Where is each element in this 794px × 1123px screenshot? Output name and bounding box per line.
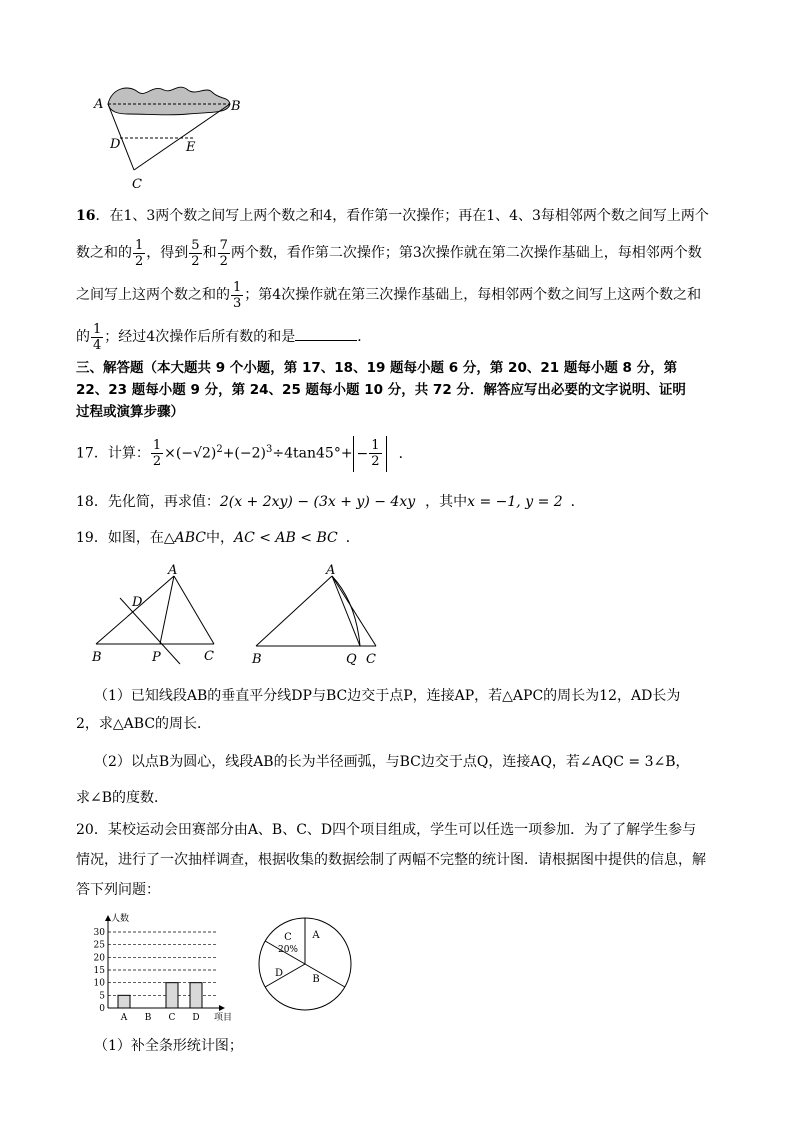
f2-label-a: A: [326, 563, 336, 578]
fraction-5-2: $\frac{5}{2}$: [191, 237, 200, 269]
fraction-7-2: $\frac{7}{2}$: [219, 237, 228, 269]
q17-fraction-1-2: $\frac{1}{2}$: [152, 438, 162, 470]
q19-part1-line2: 2，求△ABC的周长．: [76, 716, 212, 732]
y-tick-label: 0: [99, 1004, 105, 1014]
f1-label-a: A: [168, 563, 178, 578]
q16-line3: 之间写上这两个数之和的 $\frac{1}{3}$ ；第4次操作就在第三次操作基础上，每相邻两个数之间写上这两个数之和: [76, 279, 702, 311]
q20-line1: 20．某校运动会田赛部分由A、B、C、D四个项目组成，学生可以任选一项参加．为了了解学生参与: [76, 822, 697, 838]
x-axis-label: 项目: [214, 1013, 233, 1023]
label-c: C: [132, 177, 142, 192]
q16-line1: 16．在1、3两个数之间写上两个数之和4，看作第一次操作；再在1、4、3每相邻两个数之间写上两个: [76, 208, 709, 224]
pie-label-c: C: [284, 932, 292, 943]
lake-shape: [108, 87, 230, 115]
label-a: A: [94, 97, 104, 112]
pie-chart: [254, 916, 358, 1012]
x-tick-label: A: [120, 1013, 128, 1023]
q19-figure-1: [86, 562, 226, 668]
answer-blank: [295, 326, 357, 341]
f2-label-c: C: [366, 652, 376, 667]
section3-line2: 22、23 题每小题 9 分，第 24、25 题每小题 10 分，共 72 分．解答应写出必要的文字说明、证明: [76, 382, 686, 398]
q20-part1: （1）补全条形统计图；: [94, 1038, 243, 1054]
f2-label-b: B: [252, 652, 262, 667]
label-d: D: [110, 137, 121, 152]
y-axis-label: 人数: [111, 914, 130, 924]
abs-value: − $\frac{1}{2}$: [353, 436, 387, 472]
f1-label-c: C: [204, 649, 214, 664]
q20-line3: 答下列问题：: [76, 882, 160, 898]
q17-line: 17．计算： $\frac{1}{2}$ $\times(-√2)^2+(-2)^3\div 4\tan 45^\circ+$ − $\frac{1}{2}$ ．: [76, 432, 413, 472]
q16-line4: 的 $\frac{1}{4}$ ；经过4次操作后所有数的和是 ．: [76, 321, 372, 353]
label-b: B: [231, 99, 241, 114]
x-axis-arrow: [219, 1005, 225, 1011]
f1-label-d: D: [132, 595, 143, 610]
f1-label-b: B: [92, 650, 102, 665]
bar-c: [166, 983, 178, 1008]
q19-figure-2: [248, 562, 388, 668]
bar-chart: [84, 912, 244, 1024]
fraction-1-4: $\frac{1}{4}$: [93, 321, 102, 353]
bar-d: [190, 983, 202, 1008]
bar-a: [118, 995, 130, 1008]
pie-label-b: B: [312, 974, 320, 985]
section3-line1: 三、解答题（本大题共 9 个小题，第 17、18、19 题每小题 6 分，第 20、21 题每小题 8 分，第: [76, 360, 678, 376]
y-tick-label: 15: [93, 966, 105, 976]
x-tick-label: B: [144, 1013, 152, 1023]
fraction-1-3: $\frac{1}{3}$: [233, 279, 242, 311]
x-tick-label: C: [168, 1013, 176, 1023]
q19-line: 19．如图，在△ABC中，AC < AB < BC ．: [76, 530, 360, 546]
q16-number: 16: [76, 208, 96, 224]
y-tick-label: 20: [93, 953, 105, 964]
pie-label-d: D: [274, 968, 284, 979]
q19-part2-line2: 求∠B的度数．: [76, 790, 169, 806]
q20-line2: 情况，进行了一次抽样调查，根据收集的数据绘制了两幅不完整的统计图．请根据图中提供的信息，解: [76, 852, 706, 868]
y-tick-label: 25: [93, 940, 105, 951]
y-tick-label: 10: [93, 978, 105, 989]
y-tick-label: 5: [99, 991, 105, 1002]
q19-part1-line1: （1）已知线段AB的垂直平分线DP与BC边交于点P，连接AP，若△APC的周长为12，AD长为: [94, 688, 681, 704]
fraction-1-2: $\frac{1}{2}$: [135, 237, 144, 269]
label-e: E: [186, 140, 196, 155]
x-tick-label: D: [192, 1013, 200, 1023]
pie-label-a: A: [312, 930, 320, 941]
f1-label-p: P: [152, 650, 161, 665]
figure-lake-triangle: [88, 78, 248, 193]
q16-line2: 数之和的 $\frac{1}{2}$ ，得到 $\frac{5}{2}$ 和 $\frac{7}{2}$ 两个数，看作第二次操作；第3次操作就在第二次操作基础上，每相邻两个数: [76, 237, 702, 269]
section3-line3: 过程或演算步骤）: [76, 404, 184, 420]
pie-annotation-c: 20%: [277, 945, 299, 955]
f2-label-q: Q: [346, 652, 357, 667]
y-tick-label: 30: [93, 928, 105, 938]
q18-line: 18．先化简，再求值：2(x + 2xy) − (3x + y) − 4xy ，其中x = −1, y = 2 ．: [76, 494, 585, 510]
q19-part2-line1: （2）以点B为圆心，线段AB的长为半径画弧，与BC边交于点Q，连接AQ，若∠AQC = 3∠B，: [94, 754, 690, 770]
